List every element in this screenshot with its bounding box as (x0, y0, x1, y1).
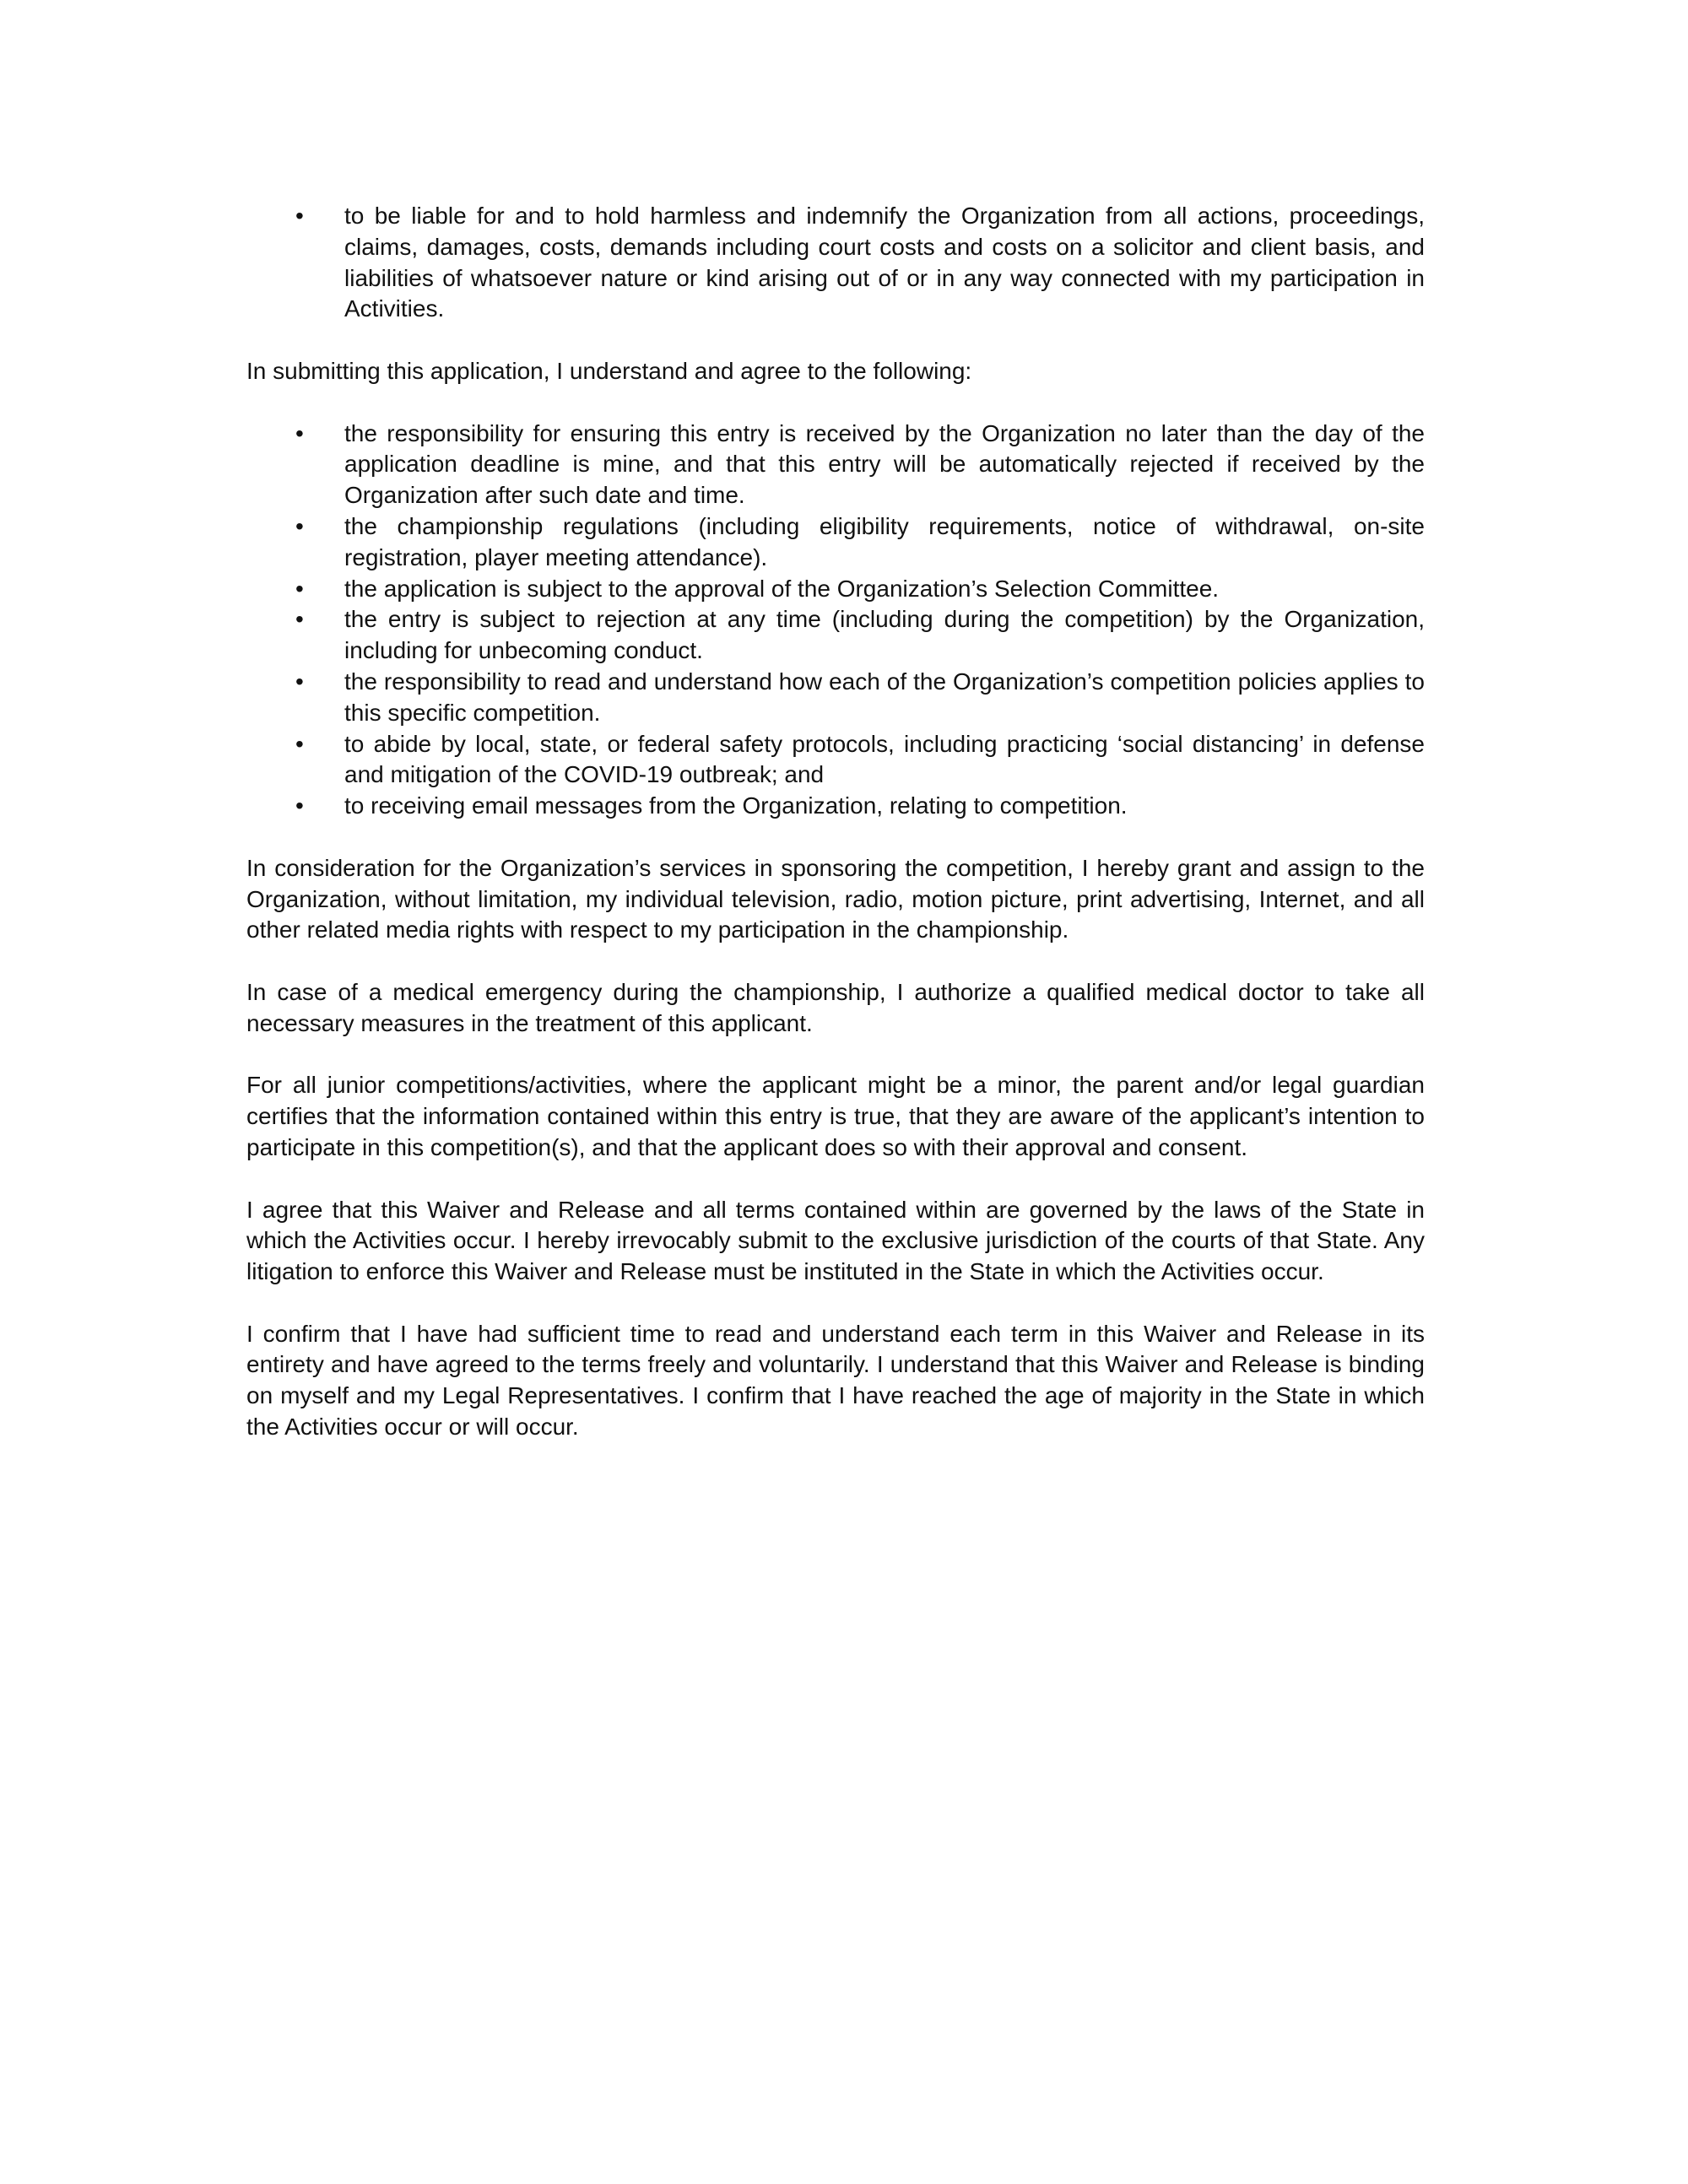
bullet-icon: • (295, 419, 304, 446)
list-item: • the entry is subject to rejection at any time (including during the competition) by the Organization, including for unbecoming conduct. (295, 606, 1425, 664)
medical-emergency-paragraph: In case of a medical emergency during the championship, I authorize a qualified medical doctor to take all necessary measures in the treatment of this applicant. (246, 978, 1425, 1036)
bullet-icon: • (295, 606, 304, 633)
list-item: • to abide by local, state, or federal safety protocols, including practicing ‘social distancing’ in defense and mitigation of the COVID-19 outbreak; and (295, 730, 1425, 788)
submitting-intro: In submitting this application, I understand and agree to the following: (246, 357, 972, 384)
list-item: • the application is subject to the approval of the Organization’s Selection Committee. (246, 574, 1425, 605)
bullet-icon: • (295, 203, 304, 229)
list-item: • the responsibility for ensuring this entry is received by the Organization no later than the day of the application deadline is mine, and that this entry will be automatically rejected if received by the Organization after such date and time. (295, 419, 1425, 509)
bullet-icon: • (295, 668, 304, 695)
bullet-icon: • (295, 730, 304, 757)
media-rights-paragraph: In consideration for the Organization’s services in sponsoring the competition, I hereby grant and assign to the Organization, without limitation, my individual television, radio, motion picture, print advertising, Internet, and all other related media rights with respect to my participation in the championship. (246, 854, 1425, 943)
governing-law-paragraph: I agree that this Waiver and Release and all terms contained within are governed by the laws of the State in which the Activities occur. I hereby irrevocably submit to the exclusive jurisdiction of the courts of that State. Any litigation to enforce this Waiver and Release must be instituted in the State in which the Activities occur. (246, 1196, 1425, 1285)
bullet-icon: • (295, 792, 304, 819)
agreement-list (246, 419, 1425, 822)
confirmation-paragraph: I confirm that I have had sufficient time to read and understand each term in this Waiver and Release in its entirety and have agreed to the terms freely and voluntarily. I understand that this Waiver and Release is binding on myself and my Legal Representatives. I confirm that I have reached the age of majority in the State in which the Activities occur or will occur. (246, 1320, 1425, 1441)
bullet-icon: • (295, 575, 304, 602)
junior-guardian-paragraph: For all junior competitions/activities, where the applicant might be a minor, the parent and/or legal guardian certifies that the information contained within this entry is true, that they are aware of the applicant’s intention to participate in this competition(s), and that the applicant does so with their approval and consent. (246, 1072, 1425, 1160)
liability-list (246, 201, 1425, 325)
list-item: • the responsibility to read and understand how each of the Organization’s competition policies applies to this specific competition. (295, 668, 1425, 726)
list-item: • to receiving email messages from the Organization, relating to competition. (246, 791, 1425, 822)
bullet-icon: • (295, 512, 304, 539)
list-item: • to be liable for and to hold harmless and indemnify the Organization from all actions, proceedings, claims, damages, costs, demands including court costs and costs on a solicitor and client basis, and liabilities of whatsoever nature or kind arising out of or in any way connected with my participation in Activities. (295, 203, 1425, 322)
document-page (246, 201, 1425, 1474)
list-item: • the championship regulations (including eligibility requirements, notice of withdrawal, on-site registration, player meeting attendance). (295, 512, 1425, 570)
